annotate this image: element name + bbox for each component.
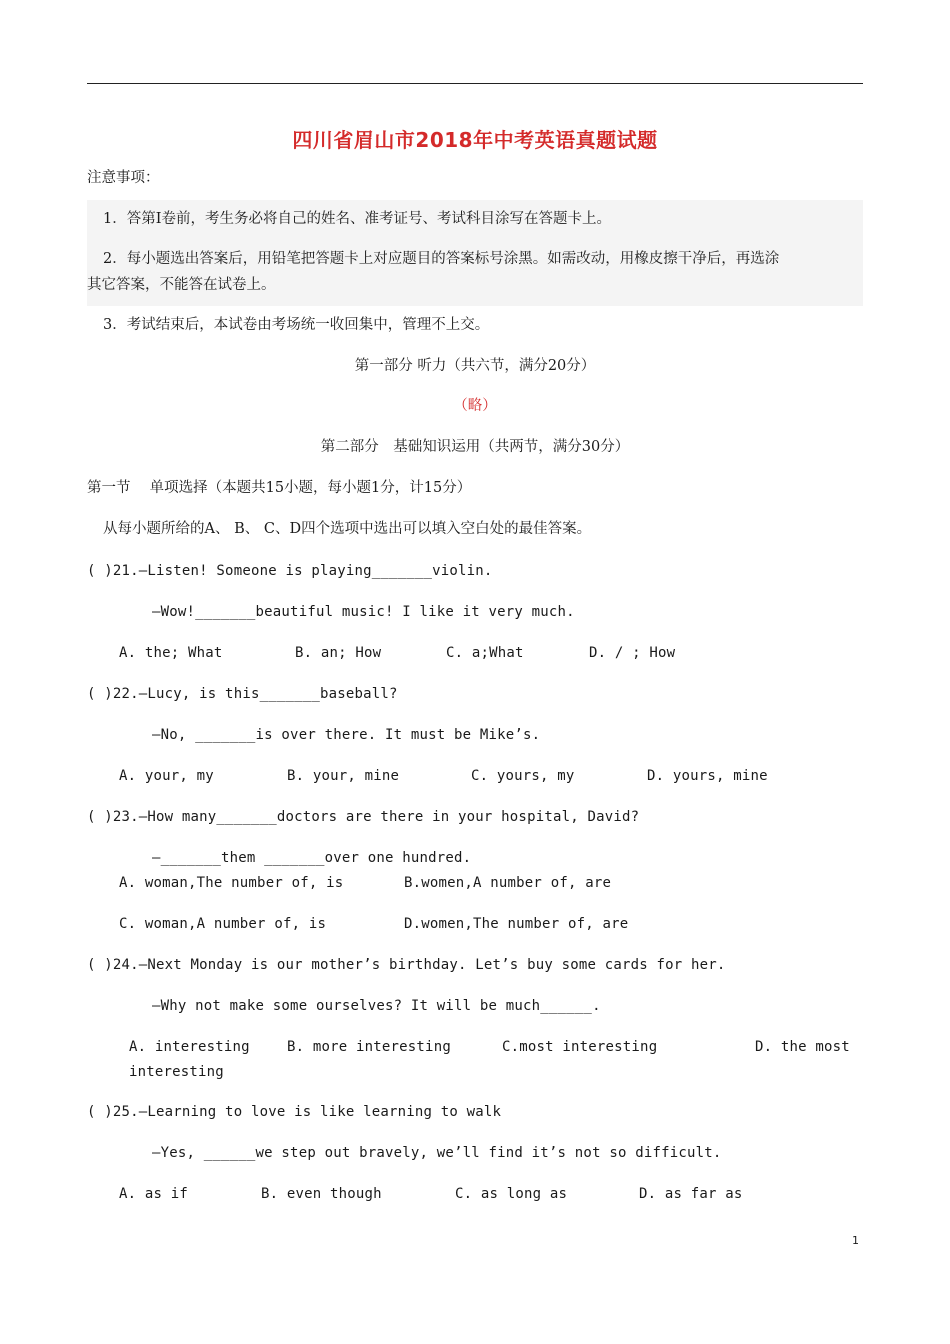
part1-omitted: （略） [453,398,497,414]
question-21-reply: —Wow!_______beautiful music! I like it very much. [152,604,575,620]
question-22-option-a[interactable]: A. your, my [119,768,214,784]
question-21-option-a[interactable]: A. the; What [119,645,223,661]
question-22-option-d[interactable]: D. yours, mine [647,768,768,784]
section1-instruction: 从每小题所给的A、 B、 C、D四个选项中选出可以填入空白处的最佳答案。 [103,521,592,537]
question-22-option-b[interactable]: B. your, mine [287,768,400,784]
notice-item-3: 3．考试结束后，本试卷由考场统一收回集中，管理不上交。 [103,317,490,333]
notice-item-1: 1．答第Ⅰ卷前，考生务必将自己的姓名、准考证号、考试科目涂写在答题卡上。 [103,211,611,227]
question-21-option-c[interactable]: C. a;What [446,645,524,661]
question-24-option-d-continued: interesting [129,1064,224,1080]
question-23-option-b[interactable]: B.women,A number of, are [404,875,612,891]
question-22-option-c[interactable]: C. yours, my [471,768,575,784]
section1-heading: 第一节 单项选择（本题共15小题，每小题1分，计15分） [87,480,472,496]
question-23-reply: —_______them _______over one hundred. [152,850,472,866]
part1-heading: 第一部分 听力（共六节，满分20分） [354,358,596,374]
question-25-option-a[interactable]: A. as if [119,1186,189,1202]
question-24-reply: —Why not make some ourselves? It will be much______. [152,998,601,1014]
page-number: 1 [852,1234,859,1247]
question-24-option-a[interactable]: A. interesting [129,1039,250,1055]
page-title: 四川省眉山市2018年中考英语真题试题 [292,128,658,152]
notice-heading: 注意事项： [87,170,160,186]
header-rule [87,83,863,84]
question-21-option-b[interactable]: B. an; How [295,645,382,661]
question-23-option-d[interactable]: D.women,The number of, are [404,916,629,932]
question-23-option-c[interactable]: C. woman,A number of, is [119,916,327,932]
question-24-stem: ( )24.—Next Monday is our mother’s birthday. Let’s buy some cards for her. [87,957,726,973]
question-25-option-b[interactable]: B. even though [261,1186,382,1202]
question-25-stem: ( )25.—Learning to love is like learning to walk [87,1104,502,1120]
question-24-option-c[interactable]: C.most interesting [502,1039,658,1055]
question-23-option-a[interactable]: A. woman,The number of, is [119,875,344,891]
question-25-option-d[interactable]: D. as far as [639,1186,743,1202]
question-22-stem: ( )22.—Lucy, is this_______baseball? [87,686,398,702]
notice-item-2-continued: 其它答案，不能答在试卷上。 [87,277,276,293]
part2-heading: 第二部分 基础知识运用（共两节，满分30分） [320,439,630,455]
notice-item-2: 2．每小题选出答案后，用铅笔把答题卡上对应题目的答案标号涂黑。如需改动，用橡皮擦干净后，再选涂 [103,251,780,267]
question-21-stem: ( )21.—Listen! Someone is playing_______violin. [87,563,493,579]
question-24-option-d[interactable]: D. the most [755,1039,850,1055]
question-25-reply: —Yes, ______we step out bravely, we’ll find it’s not so difficult. [152,1145,722,1161]
question-23-stem: ( )23.—How many_______doctors are there in your hospital, David? [87,809,640,825]
question-24-option-b[interactable]: B. more interesting [287,1039,451,1055]
question-22-reply: —No, _______is over there. It must be Mike’s. [152,727,541,743]
question-25-option-c[interactable]: C. as long as [455,1186,568,1202]
question-21-option-d[interactable]: D. / ; How [589,645,676,661]
